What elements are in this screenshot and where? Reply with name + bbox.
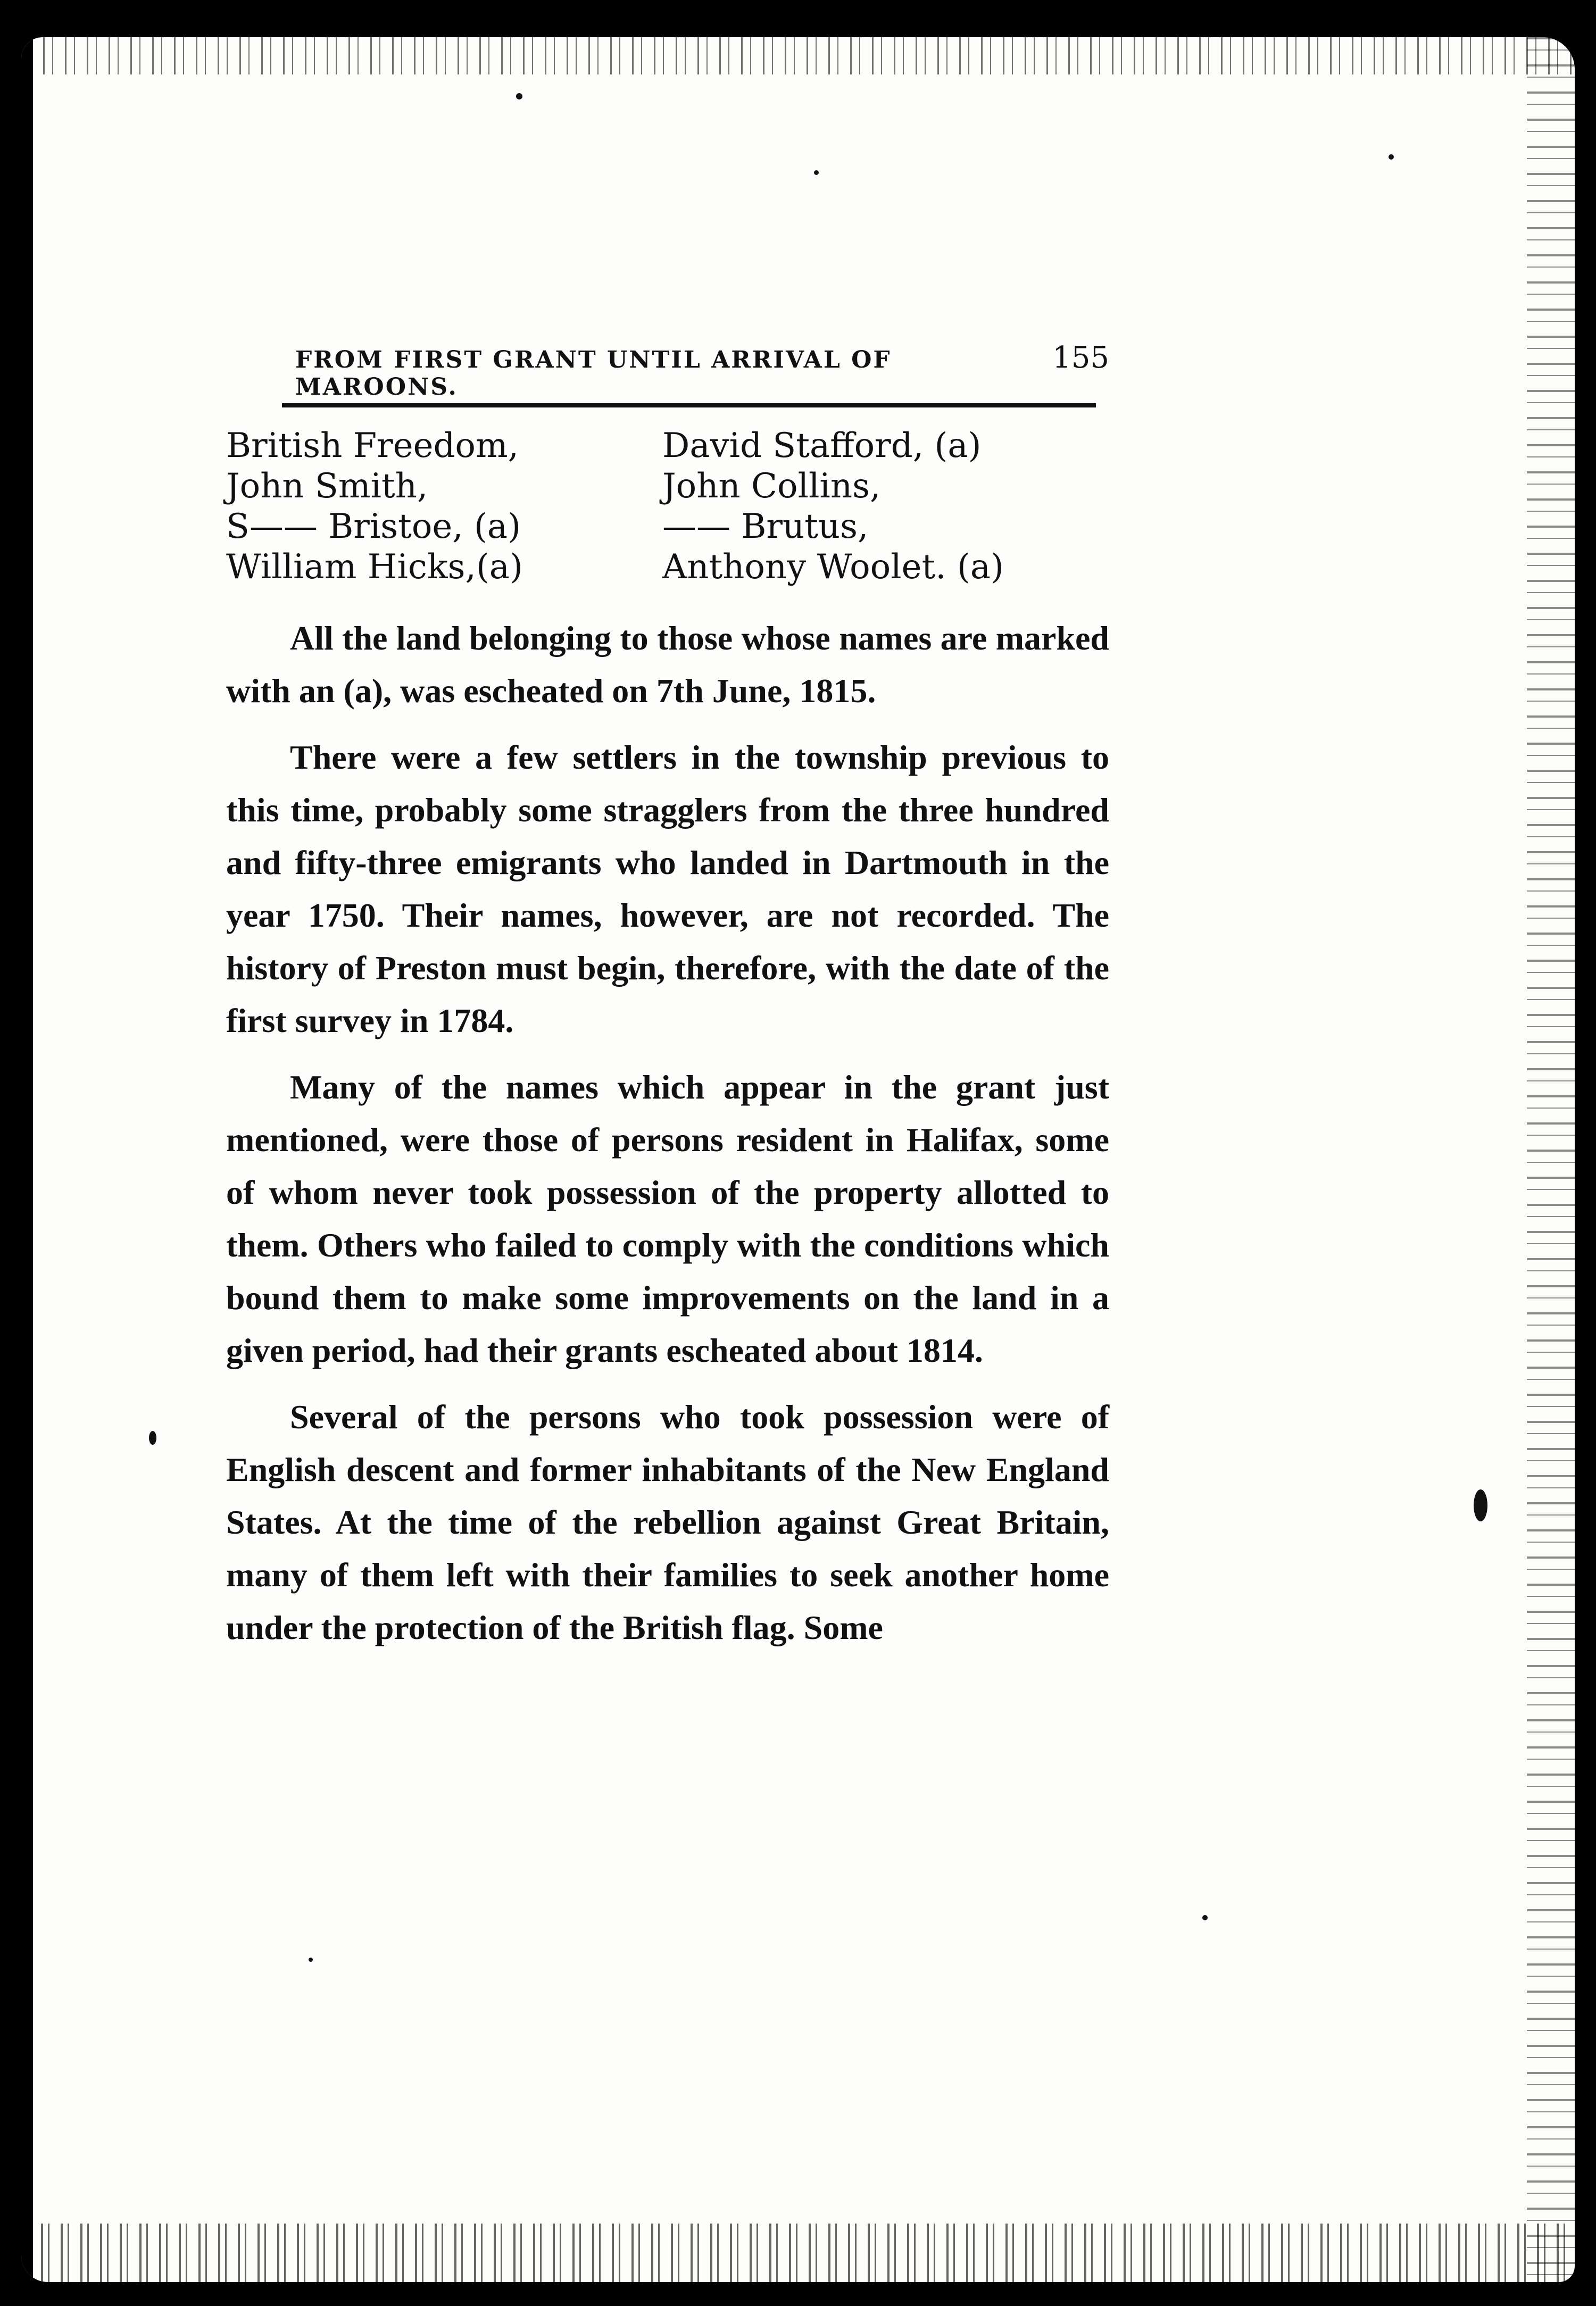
grantee-name-list xyxy=(226,426,1104,587)
scan-speck xyxy=(1389,154,1394,160)
body-text xyxy=(226,612,1109,1668)
page-edge-right xyxy=(1527,37,1575,2282)
name-entry: —— Brutus, xyxy=(662,507,869,546)
header-rule xyxy=(282,403,1096,407)
scan-speck xyxy=(814,170,819,175)
scan-speck xyxy=(309,1958,313,1962)
running-head-title: FROM FIRST GRANT UNTIL ARRIVAL OF MAROONS. xyxy=(295,346,892,401)
page-number: 155 xyxy=(1052,340,1109,375)
name-entry: Anthony Woolet. (a) xyxy=(662,547,1004,587)
scan-speck xyxy=(516,93,522,99)
name-entry: British Freedom, xyxy=(226,426,519,465)
running-head xyxy=(295,340,1109,401)
scan-speck xyxy=(1474,1489,1487,1521)
page-edge-bottom xyxy=(21,2224,1575,2282)
paragraph: Several of the persons who took possession were of English descent and former inhabitants of the New England States. At the time of the rebellion against Great Britain, many of them left with their families to seek another home under the protection of the British flag. Some xyxy=(226,1398,1109,1646)
name-entry: William Hicks,(a) xyxy=(226,547,523,587)
paragraph: Many of the names which appear in the grant just mentioned, were those of persons resident in Halifax, some of whom never took possession of the property allotted to them. Others who failed to comply with the conditions which bound them to make some improvements on the land in a given period, had their grants escheated about 1814. xyxy=(226,1068,1109,1369)
scan-speck xyxy=(149,1431,156,1445)
paragraph: There were a few settlers in the township previous to this time, probably some stragglers from the three hundred and fifty-three emigrants who landed in Dartmouth in the year 1750. Their names, however, are not recorded. The history of Preston must begin, therefore, with the date of the first survey in 1784. xyxy=(226,738,1109,1039)
paragraph: All the land belonging to those whose names are marked with an (a), was escheated on 7th June, 1815. xyxy=(226,619,1109,710)
page-edge-top xyxy=(21,37,1575,74)
name-entry: John Collins, xyxy=(662,467,881,506)
name-entry: David Stafford, (a) xyxy=(662,426,982,465)
name-entry: S—— Bristoe, (a) xyxy=(226,507,521,546)
page-edge-left xyxy=(21,37,33,2282)
scan-speck xyxy=(1202,1915,1208,1920)
name-entry: John Smith, xyxy=(226,467,428,506)
